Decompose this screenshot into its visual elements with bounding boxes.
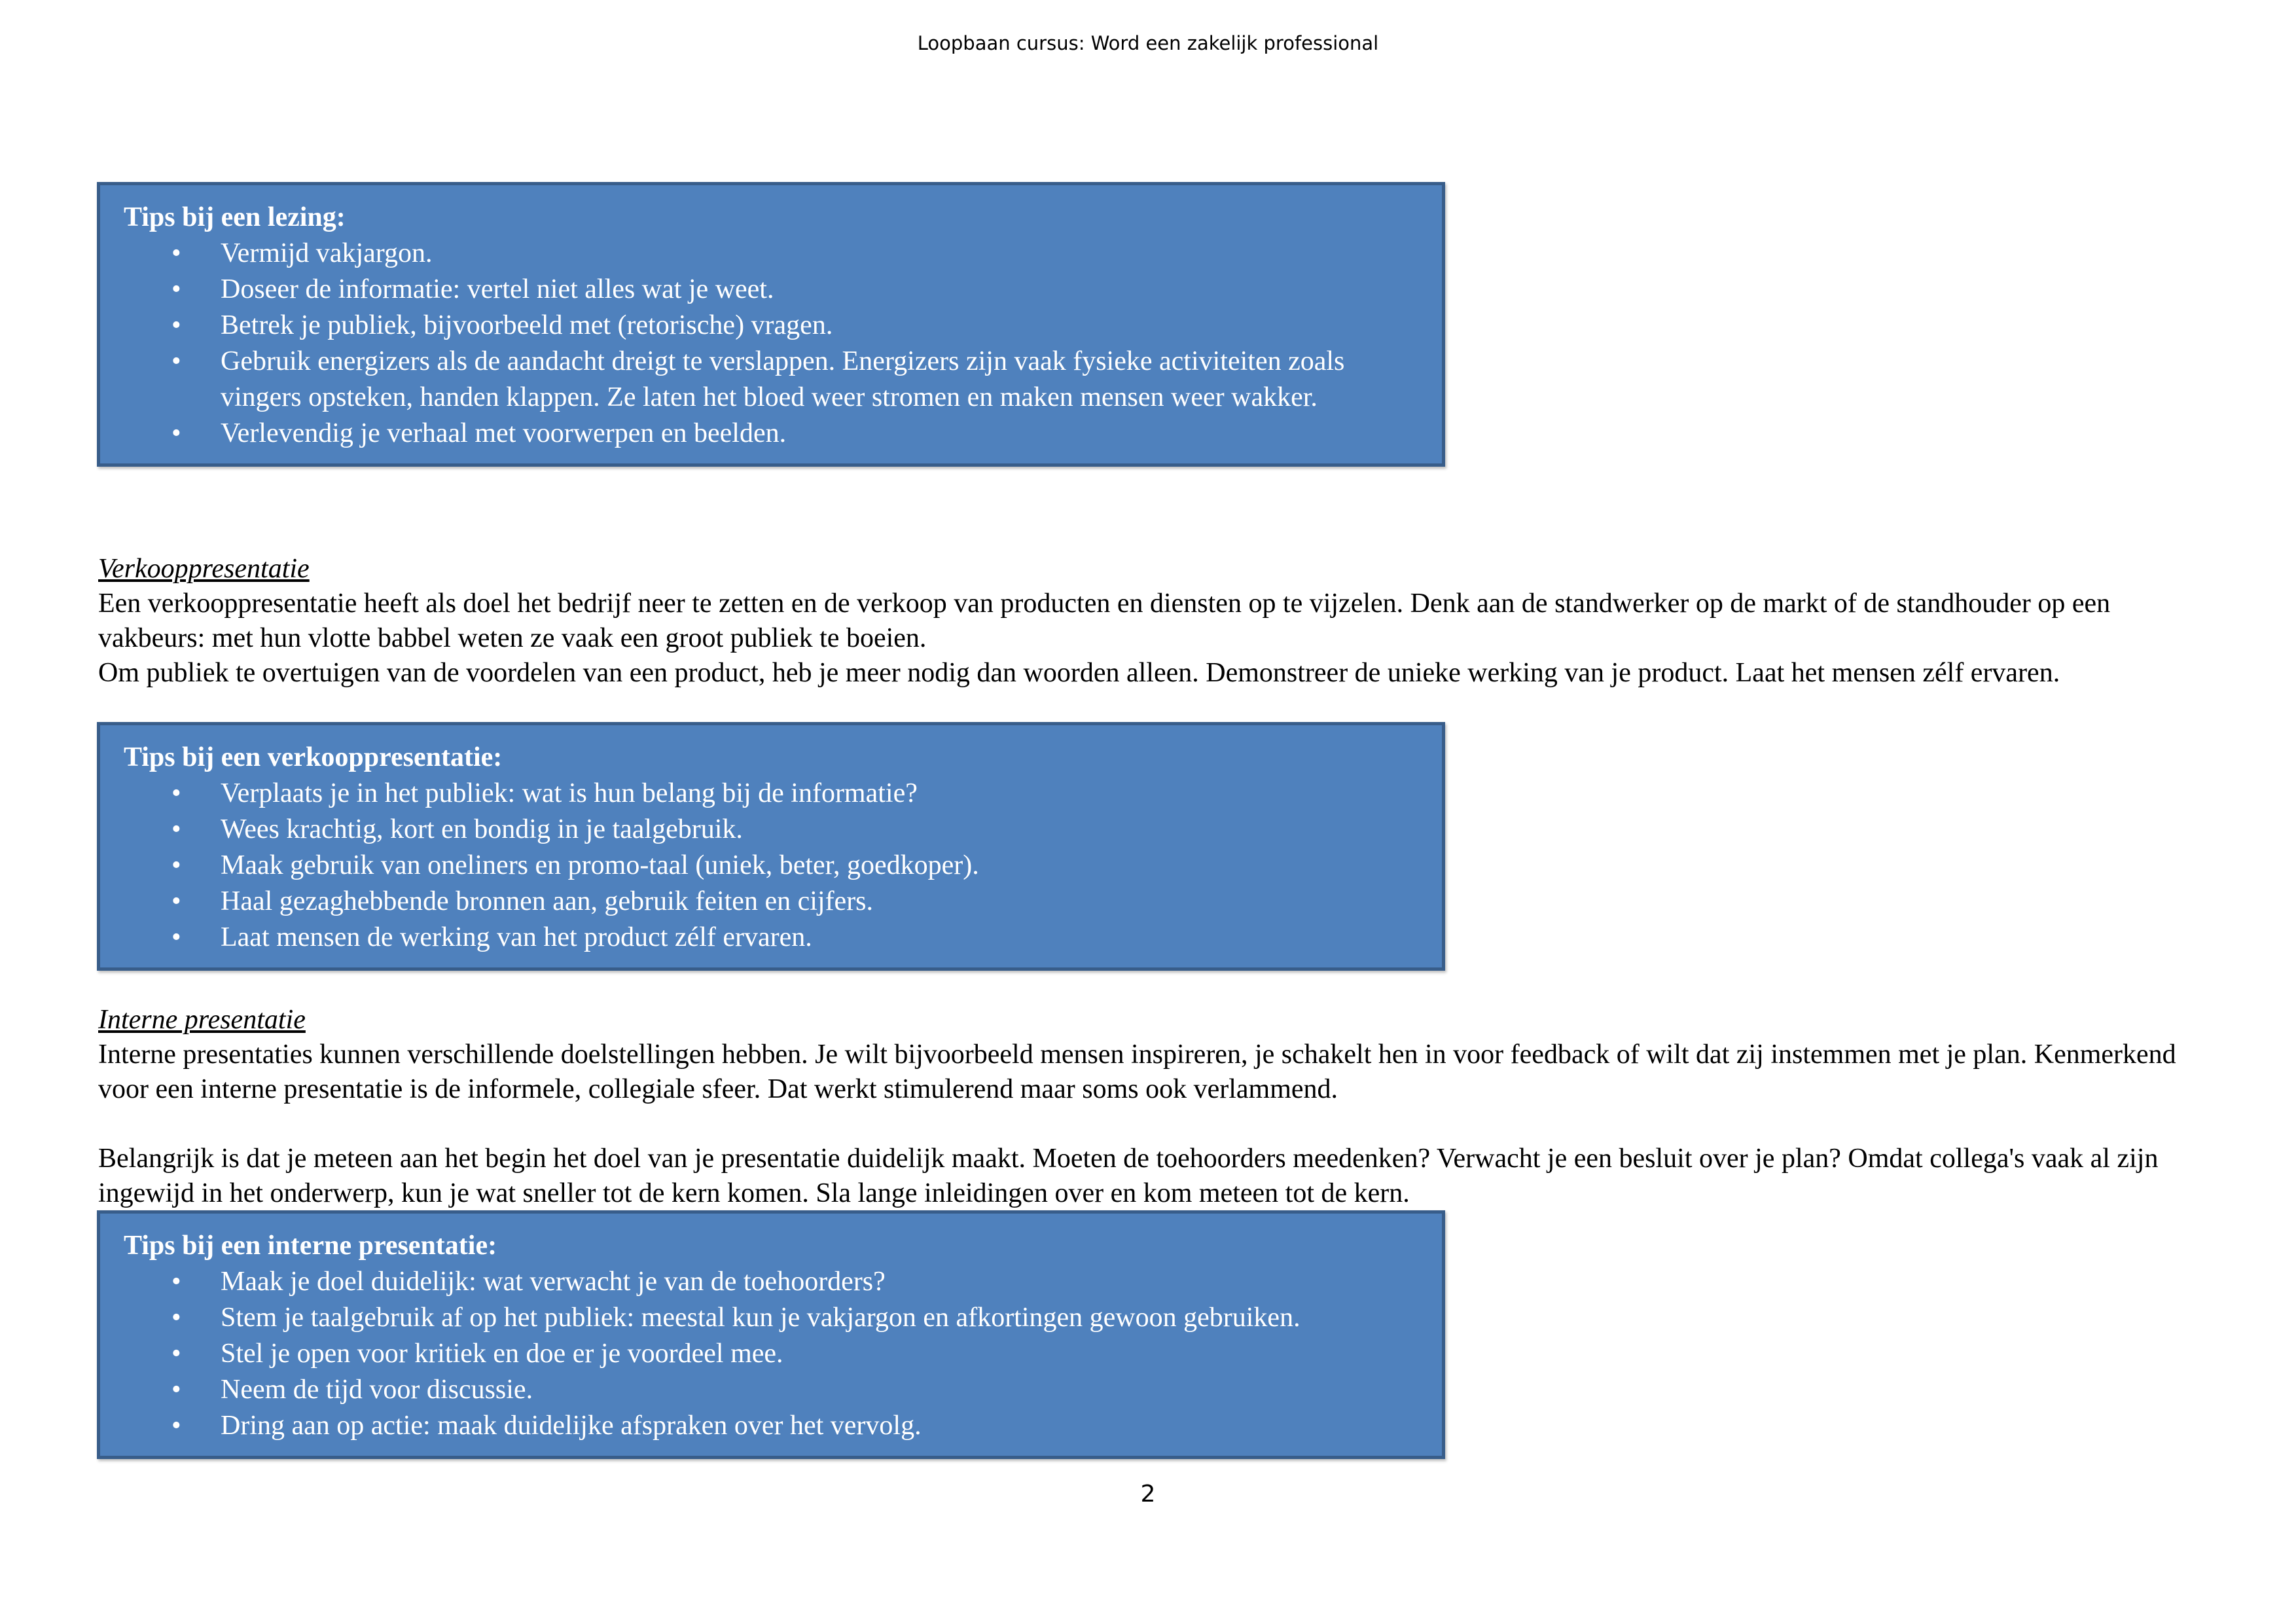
bullet-icon: • bbox=[171, 1375, 181, 1405]
section-interne-presentatie bbox=[98, 1003, 2212, 1211]
tip-item bbox=[124, 416, 1416, 452]
tips-box-title: Tips bij een verkooppresentatie: bbox=[124, 742, 503, 772]
tip-item bbox=[124, 848, 1416, 884]
page-number: 2 bbox=[1140, 1481, 1156, 1507]
section-verkooppresentatie bbox=[98, 552, 2212, 691]
tip-item bbox=[124, 920, 1416, 956]
tip-item bbox=[124, 1372, 1416, 1408]
bullet-icon: • bbox=[171, 814, 181, 844]
paragraph-gap bbox=[98, 1107, 2212, 1142]
tip-text: Maak gebruik van oneliners en promo-taal (uniek, beter, goedkoper). bbox=[221, 850, 979, 880]
tip-text: Stem je taalgebruik af op het publiek: meestal kun je vakjargon en afkortingen gewoon gebruiken. bbox=[221, 1303, 1300, 1333]
bullet-icon: • bbox=[171, 1411, 181, 1441]
tips-box-verkooppresentatie bbox=[97, 722, 1445, 971]
tips-list bbox=[124, 776, 1442, 956]
paragraph: Belangrijk is dat je meteen aan het begin het doel van je presentatie duidelijk maakt. Moeten de toehoorders meedenken? Verwacht je een besluit over je plan? Omdat collega's vaak al zijn ingewijd in het onderwerp, kun je wat sneller tot de kern komen. Sla lange inleidingen over en kom meteen tot de kern. bbox=[98, 1144, 2159, 1208]
tips-box-lezing bbox=[97, 182, 1445, 467]
bullet-icon: • bbox=[171, 1267, 181, 1297]
tip-text: Maak je doel duidelijk: wat verwacht je van de toehoorders? bbox=[221, 1267, 886, 1297]
tip-text: Haal gezaghebbende bronnen aan, gebruik feiten en cijfers. bbox=[221, 886, 874, 916]
bullet-icon: • bbox=[171, 310, 181, 340]
tip-text: Laat mensen de werking van het product zélf ervaren. bbox=[221, 922, 812, 952]
section-heading: Interne presentatie bbox=[98, 1005, 306, 1035]
tips-box-title: Tips bij een lezing: bbox=[124, 202, 346, 232]
bullet-icon: • bbox=[171, 346, 181, 376]
bullet-icon: • bbox=[171, 1339, 181, 1369]
section-heading: Verkooppresentatie bbox=[98, 554, 310, 584]
tip-item bbox=[124, 1264, 1416, 1300]
tip-item bbox=[124, 812, 1416, 848]
tip-item bbox=[124, 236, 1416, 272]
bullet-icon: • bbox=[171, 274, 181, 304]
tip-text: Neem de tijd voor discussie. bbox=[221, 1375, 533, 1405]
tip-text: Gebruik energizers als de aandacht dreigt te verslappen. Energizers zijn vaak fysieke activiteiten zoals vingers opsteken, handen klappen. Ze laten het bloed weer stromen en maken mensen weer wakker. bbox=[221, 346, 1345, 412]
tips-box-interne-presentatie bbox=[97, 1210, 1445, 1459]
tip-text: Verlevendig je verhaal met voorwerpen en beelden. bbox=[221, 418, 787, 448]
bullet-icon: • bbox=[171, 1303, 181, 1333]
tips-list bbox=[124, 1264, 1442, 1444]
tip-text: Doseer de informatie: vertel niet alles wat je weet. bbox=[221, 274, 774, 304]
tips-list bbox=[124, 236, 1442, 452]
tip-text: Betrek je publiek, bijvoorbeeld met (retorische) vragen. bbox=[221, 310, 833, 340]
paragraph: Een verkooppresentatie heeft als doel het bedrijf neer te zetten en de verkoop van producten en diensten op te vijzelen. Denk aan de standwerker op de markt of de standhouder op een vakbeurs: met hun vlotte babbel weten ze vaak een groot publiek te boeien. bbox=[98, 588, 2111, 653]
bullet-icon: • bbox=[171, 778, 181, 808]
bullet-icon: • bbox=[171, 922, 181, 952]
tip-text: Dring aan op actie: maak duidelijke afspraken over het vervolg. bbox=[221, 1411, 922, 1441]
page-header: Loopbaan cursus: Word een zakelijk professional bbox=[917, 32, 1379, 54]
tips-box-title: Tips bij een interne presentatie: bbox=[124, 1231, 497, 1261]
tip-item bbox=[124, 1408, 1416, 1444]
paragraph: Om publiek te overtuigen van de voordelen van een product, heb je meer nodig dan woorden alleen. Demonstreer de unieke werking van je product. Laat het mensen zélf ervaren. bbox=[98, 658, 2060, 688]
tip-text: Wees krachtig, kort en bondig in je taalgebruik. bbox=[221, 814, 743, 844]
tip-item bbox=[124, 272, 1416, 308]
bullet-icon: • bbox=[171, 850, 181, 880]
tip-item bbox=[124, 308, 1416, 344]
tip-text: Vermijd vakjargon. bbox=[221, 238, 433, 268]
tip-item bbox=[124, 1336, 1416, 1372]
paragraph: Interne presentaties kunnen verschillende doelstellingen hebben. Je wilt bijvoorbeeld mensen inspireren, je schakelt hen in voor feedback of wilt dat zij instemmen met je plan. Kenmerkend voor een interne presentatie is de informele, collegiale sfeer. Dat werkt stimulerend maar soms ook verlammend. bbox=[98, 1039, 2176, 1104]
tip-text: Stel je open voor kritiek en doe er je voordeel mee. bbox=[221, 1339, 783, 1369]
bullet-icon: • bbox=[171, 418, 181, 448]
tip-item bbox=[124, 344, 1416, 416]
tip-item bbox=[124, 884, 1416, 920]
tip-item bbox=[124, 776, 1416, 812]
bullet-icon: • bbox=[171, 886, 181, 916]
bullet-icon: • bbox=[171, 238, 181, 268]
tip-item bbox=[124, 1300, 1416, 1336]
tip-text: Verplaats je in het publiek: wat is hun belang bij de informatie? bbox=[221, 778, 918, 808]
